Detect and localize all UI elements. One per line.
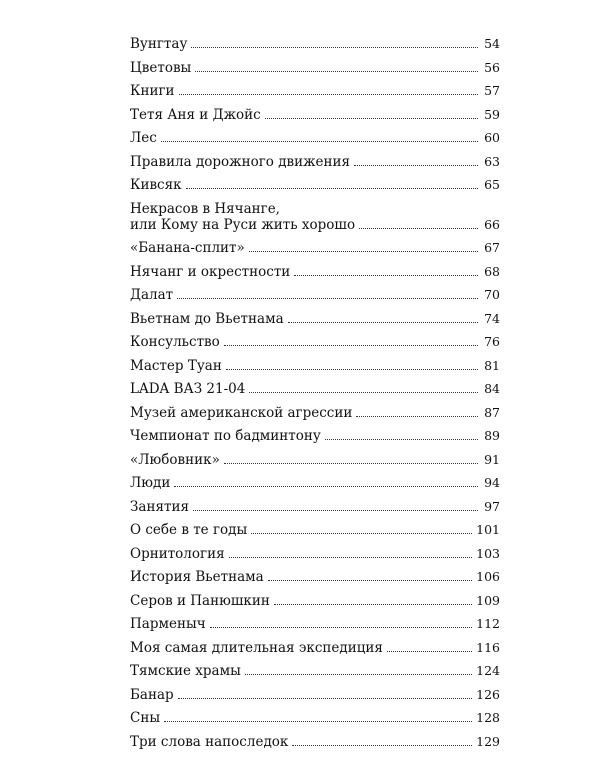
toc-entry-page: 112 [476,616,500,631]
leader-dots [179,94,478,95]
toc-entry-page: 128 [476,710,500,725]
toc-entry-page: 57 [484,83,500,98]
toc-entry-page: 129 [476,733,500,749]
toc-entry [130,687,500,703]
toc-entry-page: 56 [484,59,500,75]
toc-entry [130,710,500,726]
toc-entry [130,546,500,562]
toc-entry [130,358,500,374]
toc-entry-page: 67 [484,240,500,255]
toc-entry [130,428,500,444]
toc-entry [130,452,500,468]
table-of-contents [130,36,500,757]
toc-entry-page: 126 [476,686,500,702]
leader-dots [249,251,478,252]
leader-dots [178,698,472,699]
toc-entry [130,240,500,256]
toc-entry-page: 109 [476,592,500,608]
toc-entry-title: Цветовы [130,59,192,76]
toc-entry-title: LADA ВАЗ 21-04 [130,381,246,397]
toc-entry-page: 84 [484,381,500,396]
toc-entry [130,405,500,421]
toc-entry [130,60,500,76]
toc-entry-page: 89 [484,428,500,443]
leader-dots [294,275,478,276]
toc-entry [130,130,500,146]
toc-entry [130,734,500,750]
toc-entry-title: Некрасов в Нячанге, или Кому на Руси жить хорошо [130,200,356,233]
leader-dots [193,510,478,511]
leader-dots [354,165,478,166]
toc-entry [130,154,500,170]
toc-entry-title: Сны [130,710,161,726]
toc-entry-title: Тетя Аня и Джойс [130,106,261,123]
toc-entry [130,522,500,538]
toc-entry-title: Кивсяк [130,177,182,193]
toc-entry [130,264,500,280]
toc-entry [130,569,500,585]
toc-entry [130,616,500,632]
toc-entry-title: Серов и Панюшкин [130,592,270,609]
leader-dots [359,228,478,229]
leader-dots [356,416,478,417]
toc-entry [130,177,500,193]
toc-entry-page: 94 [484,475,500,490]
leader-dots [224,345,478,346]
leader-dots [174,486,478,487]
toc-entry-page: 70 [484,287,500,302]
toc-entry-title: Книги [130,83,175,99]
toc-entry-title: Мастер Туан [130,357,222,374]
leader-dots [387,651,472,652]
leader-dots [325,439,478,440]
toc-entry-title: Вьетнам до Вьетнама [130,310,284,327]
toc-entry [130,663,500,679]
toc-entry [130,83,500,99]
leader-dots [268,580,472,581]
toc-entry-title: Далат [130,287,174,303]
toc-entry-page: 106 [476,569,500,584]
toc-entry-title: Моя самая длительная экспедиция [130,639,383,656]
leader-dots [265,118,478,119]
leader-dots [161,141,478,142]
leader-dots [210,627,473,628]
toc-entry-page: 68 [484,263,500,279]
toc-entry-page: 60 [484,130,500,145]
toc-entry-page: 91 [484,451,500,467]
toc-entry-title: Чемпионат по бадминтону [130,428,321,444]
toc-entry-page: 59 [484,106,500,122]
toc-entry-page: 74 [484,310,500,326]
toc-entry-page: 124 [476,663,500,678]
toc-entry-title: Орнитология [130,545,225,562]
leader-dots [226,369,478,370]
toc-entry-title: Парменыч [130,616,206,632]
toc-entry [130,201,500,233]
toc-entry-page: 116 [476,639,500,655]
toc-entry-title: Правила дорожного движения [130,153,351,170]
leader-dots [195,71,478,72]
toc-entry [130,475,500,491]
toc-entry-title: О себе в те годы [130,522,248,538]
leader-dots [249,392,478,393]
toc-entry-title: История Вьетнама [130,569,264,585]
toc-entry-title: Люди [130,475,171,491]
leader-dots [292,745,472,746]
toc-entry [130,334,500,350]
leader-dots [191,47,478,48]
leader-dots [224,463,478,464]
toc-entry-title: Банар [130,686,174,703]
toc-entry-page: 65 [484,177,500,192]
toc-entry-title: Тямские храмы [130,663,241,679]
toc-entry [130,311,500,327]
toc-entry [130,499,500,515]
toc-entry-page: 103 [476,545,500,561]
toc-entry [130,36,500,52]
leader-dots [177,298,478,299]
toc-entry-page: 66 [484,216,500,232]
toc-entry [130,287,500,303]
leader-dots [274,604,472,605]
toc-entry-page: 101 [476,522,500,537]
toc-entry-title: «Банана-сплит» [130,240,245,256]
leader-dots [288,322,478,323]
toc-entry-title: Консульство [130,334,220,350]
toc-entry-title: Музей американской агрессии [130,404,353,421]
toc-entry [130,381,500,397]
toc-entry-page: 87 [484,404,500,420]
toc-entry-title: Лес [130,130,157,146]
toc-entry [130,107,500,123]
toc-entry-page: 63 [484,153,500,169]
toc-entry-title: Занятия [130,498,189,515]
leader-dots [251,533,472,534]
leader-dots [229,557,473,558]
toc-entry-page: 54 [484,36,500,51]
leader-dots [186,188,478,189]
toc-entry-page: 76 [484,334,500,349]
leader-dots [164,721,472,722]
toc-entry-title: Вунгтау [130,36,188,52]
toc-entry [130,640,500,656]
toc-entry-title: Три слова напоследок [130,733,289,750]
toc-entry-page: 97 [484,498,500,514]
toc-entry-page: 81 [484,357,500,373]
toc-entry-title: «Любовник» [130,451,220,468]
toc-entry-title: Нячанг и окрестности [130,263,291,280]
leader-dots [245,674,472,675]
toc-entry [130,593,500,609]
